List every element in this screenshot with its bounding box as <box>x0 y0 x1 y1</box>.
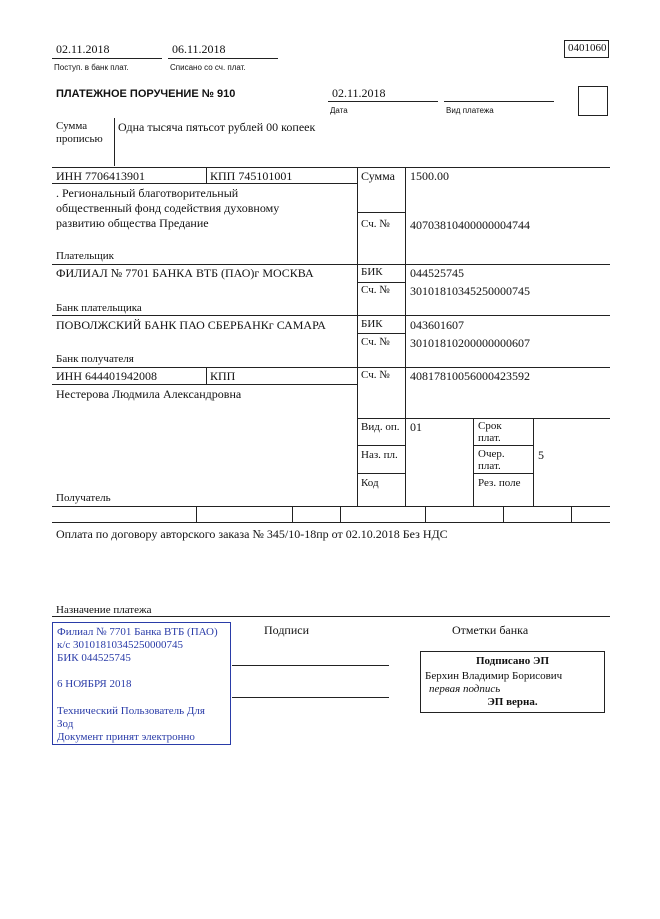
divider <box>114 118 115 166</box>
signature-line <box>232 697 389 698</box>
divider <box>357 418 610 419</box>
divider <box>52 264 610 265</box>
purpose-text: Оплата по договору авторского заказа № 345/10-18пр от 02.10.2018 Без НДС <box>56 527 448 541</box>
order-date: 02.11.2018 <box>332 86 386 100</box>
payer-amount: 1500.00 <box>410 169 449 183</box>
divider <box>357 167 358 506</box>
payer-account: 40703810400000004744 <box>410 218 530 232</box>
date-received-label: Поступ. в банк плат. <box>54 63 129 72</box>
amount-words-label: Сумма <box>56 120 88 132</box>
ocher-label: Очер. <box>478 448 505 460</box>
payment-type-label: Вид платежа <box>446 106 494 115</box>
payer-name-2: общественный фонд содействия духовному <box>56 201 280 215</box>
bank-stamp-line1: Филиал № 7701 Банка ВТБ (ПАО) <box>57 626 218 638</box>
ocher-label-2: плат. <box>478 460 501 472</box>
payer-bank-account-label: Сч. № <box>361 284 390 296</box>
divider <box>503 506 504 522</box>
divider <box>292 506 293 522</box>
amount-words-label-2: прописью <box>56 133 103 145</box>
divider <box>473 473 533 474</box>
ep-verified: ЭП верна. <box>487 696 538 708</box>
payer-status-box <box>578 86 608 116</box>
bank-stamp-line3: БИК 044525745 <box>57 652 131 664</box>
recipient-bank-account: 30101810200000000607 <box>410 336 530 350</box>
divider <box>571 506 572 522</box>
rez-pole-label: Рез. поле <box>478 477 521 489</box>
date-debited-label: Списано со сч. плат. <box>170 63 246 72</box>
divider <box>357 473 405 474</box>
divider <box>52 616 610 617</box>
recipient-label: Получатель <box>56 492 111 504</box>
recipient-bank-name: ПОВОЛЖСКИЙ БАНК ПАО СБЕРБАНКг САМАРА <box>56 318 326 332</box>
bank-stamp-date: 6 НОЯБРЯ 2018 <box>57 678 132 690</box>
payer-inn: ИНН 7706413901 <box>56 169 145 183</box>
date-received: 02.11.2018 <box>56 42 110 56</box>
form-code: 0401060 <box>568 42 607 54</box>
recipient-bank-label: Банк получателя <box>56 353 134 365</box>
ep-title: Подписано ЭП <box>475 655 550 667</box>
divider <box>340 506 341 522</box>
divider <box>52 58 162 59</box>
recipient-bank-bik-label: БИК <box>361 318 383 330</box>
amount-words-value: Одна тысяча пятьсот рублей 00 копеек <box>118 120 316 134</box>
divider <box>357 212 405 213</box>
order-date-label: Дата <box>330 106 348 115</box>
kod-label: Код <box>361 477 379 489</box>
divider <box>473 418 474 506</box>
recipient-account-label: Сч. № <box>361 369 390 381</box>
payer-name-1: . Региональный благотворительный <box>56 186 239 200</box>
divider <box>328 101 438 102</box>
page-title: ПЛАТЕЖНОЕ ПОРУЧЕНИЕ № 910 <box>56 88 236 100</box>
divider <box>357 282 405 283</box>
bank-marks-label: Отметки банка <box>452 623 529 637</box>
payer-bank-bik-label: БИК <box>361 266 383 278</box>
bank-stamp-line6: Зод <box>57 718 74 730</box>
payer-name-3: развитию общества Предание <box>56 216 209 230</box>
divider <box>206 167 207 183</box>
divider <box>52 167 610 168</box>
divider <box>405 167 406 506</box>
divider <box>444 101 554 102</box>
vid-op: 01 <box>410 420 422 434</box>
bank-stamp <box>52 622 231 745</box>
divider <box>52 522 610 523</box>
payer-account-label: Сч. № <box>361 218 390 230</box>
divider <box>168 58 278 59</box>
recipient-bank-bik: 043601607 <box>410 318 464 332</box>
ep-sign-type: первая подпись <box>429 683 501 695</box>
recipient-kpp: КПП <box>210 369 236 383</box>
divider <box>206 367 207 384</box>
recipient-account: 40817810056000423592 <box>410 369 530 383</box>
divider <box>473 445 533 446</box>
signature-line <box>232 665 389 666</box>
divider <box>357 445 405 446</box>
ep-signer: Берхин Владимир Борисович <box>425 670 563 682</box>
payer-label: Плательщик <box>56 250 114 262</box>
bank-stamp-line7: Документ принят электронно <box>57 731 195 743</box>
bank-stamp-line2: к/с 30101810345250000745 <box>57 639 184 651</box>
bank-stamp-line5: Технический Пользователь Для <box>57 705 205 717</box>
payer-bank-name: ФИЛИАЛ № 7701 БАНКА ВТБ (ПАО)г МОСКВА <box>56 266 314 280</box>
purpose-label: Назначение платежа <box>56 604 152 616</box>
divider <box>52 506 610 507</box>
divider <box>196 506 197 522</box>
divider <box>52 315 610 316</box>
payer-bank-bik: 044525745 <box>410 266 464 280</box>
form-code-box <box>564 40 609 58</box>
divider <box>425 506 426 522</box>
signatures-label: Подписи <box>264 623 310 637</box>
srok-label-2: плат. <box>478 432 501 444</box>
date-debited: 06.11.2018 <box>172 42 226 56</box>
srok-label: Срок <box>478 420 502 432</box>
divider <box>52 367 610 368</box>
divider <box>357 333 405 334</box>
naz-pl-label: Наз. пл. <box>361 449 398 461</box>
vid-op-label: Вид. оп. <box>361 421 400 433</box>
payer-amount-label: Сумма <box>361 169 395 183</box>
recipient-bank-account-label: Сч. № <box>361 336 390 348</box>
ep-stamp <box>420 651 605 713</box>
payer-bank-label: Банк плательщика <box>56 302 142 314</box>
recipient-inn: ИНН 644401942008 <box>56 369 157 383</box>
ocher-value: 5 <box>538 448 544 462</box>
recipient-name: Нестерова Людмила Александровна <box>56 387 242 401</box>
payer-kpp: КПП 745101001 <box>210 169 293 183</box>
payer-bank-account: 30101810345250000745 <box>410 284 530 298</box>
divider <box>533 418 534 506</box>
divider <box>52 384 357 385</box>
